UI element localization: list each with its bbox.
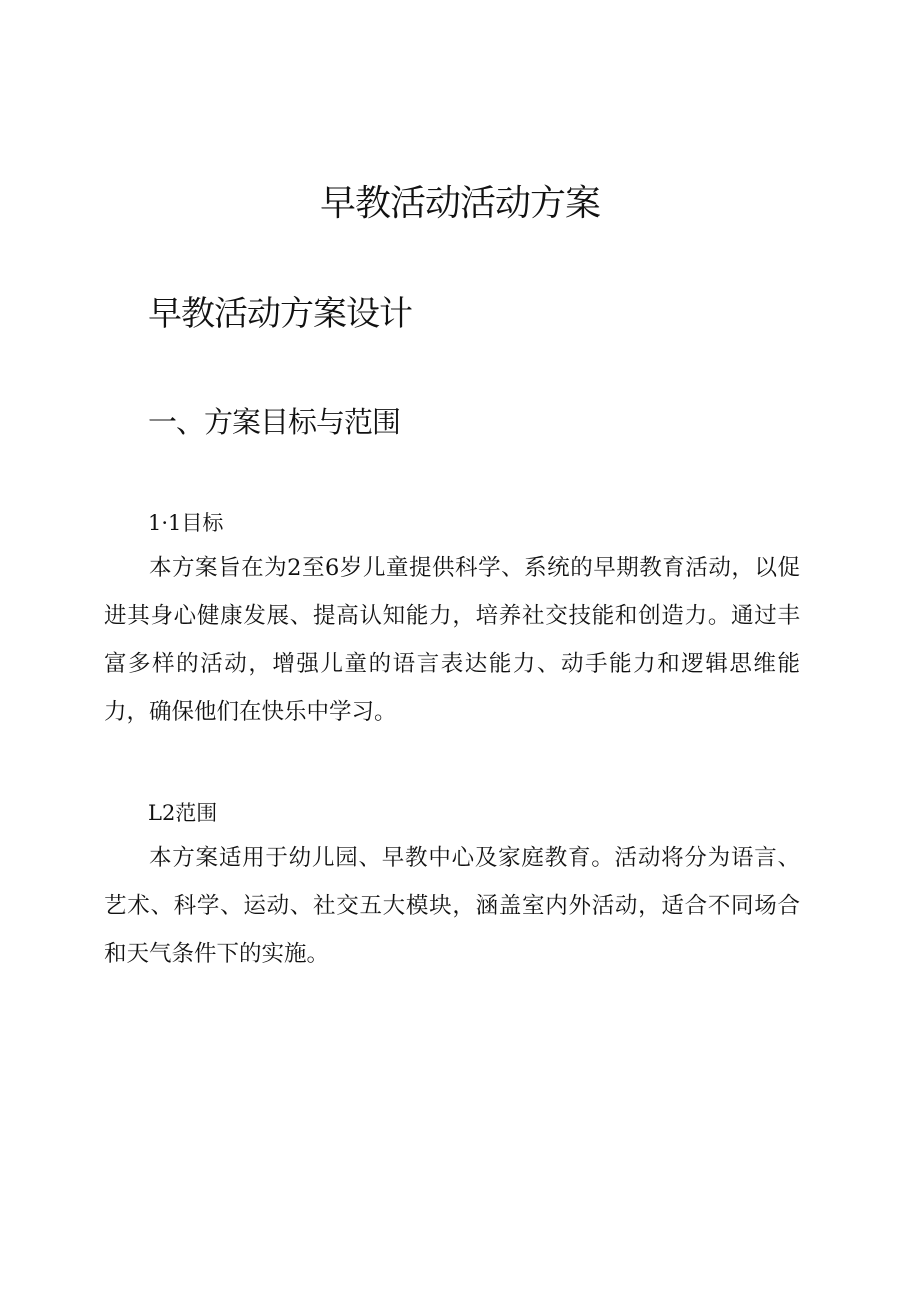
document-subtitle: 早教活动方案设计 <box>148 294 412 334</box>
section-heading: 一、方案目标与范围 <box>148 405 401 439</box>
scope-heading: L2范围 <box>148 801 218 825</box>
scope-paragraph: 本方案适用于幼儿园、早教中心及家庭教育。活动将分为语言、艺术、科学、运动、社交五大模块，涵盖室内外活动，适合不同场合和天气条件下的实施。 <box>104 845 800 967</box>
goal-heading: 1·1目标 <box>148 511 224 535</box>
goal-paragraph: 本方案旨在为2至6岁儿童提供科学、系统的早期教育活动，以促进其身心健康发展、提高认知能力，培养社交技能和创造力。通过丰富多样的活动，增强儿童的语言表达能力、动手能力和逻辑思维能力，确保他们在快乐中学习。 <box>104 555 800 725</box>
document-title: 早教活动活动方案 <box>319 183 600 224</box>
